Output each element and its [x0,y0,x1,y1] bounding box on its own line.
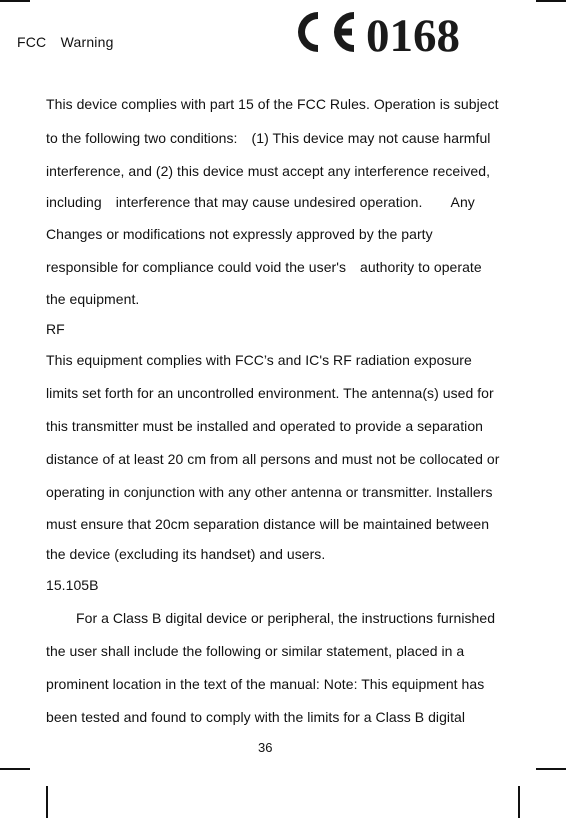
crop-mark-top-right [536,0,566,2]
rf-line-3: this transmitter must be installed and operated to provide a separation [46,418,484,434]
crop-mark-bottom-right-vertical [518,786,520,818]
ce-c-letter [298,12,318,52]
rf-line-5: operating in conjunction with any other antenna or transmitter. Installers [46,484,493,500]
page-number: 36 [258,740,273,755]
fcc-line-3: interference, and (2) this device must accept any interference received, [46,163,491,179]
ce-mark-icon [296,8,476,56]
ce-e-letter [334,12,354,52]
fcc-line-4: including interference that may cause undesired operation. Any [46,194,475,210]
crop-mark-top-left [0,0,30,2]
crop-mark-bottom-left [0,768,30,770]
section-line-3: prominent location in the text of the manual: Note: This equipment has [46,676,485,692]
fcc-line-7: the equipment. [46,291,140,307]
rf-line-7: the device (excluding its handset) and users. [46,546,326,562]
section-line-2: the user shall include the following or similar statement, placed in a [46,643,465,659]
rf-line-4: distance of at least 20 cm from all persons and must not be collocated or [46,451,500,467]
fcc-line-2: to the following two conditions: (1) This device may not cause harmful [46,130,491,146]
rf-line-2: limits set forth for an uncontrolled environment. The antenna(s) used for [46,385,494,401]
crop-mark-bottom-left-vertical [46,786,48,818]
fcc-line-6: responsible for compliance could void the user's authority to operate [46,259,482,275]
crop-mark-bottom-right [536,768,566,770]
section-line-4: been tested and found to comply with the limits for a Class B digital [46,709,465,725]
fcc-line-1: This device complies with part 15 of the FCC Rules. Operation is subject [46,96,499,112]
ce-certification-number: 0168 [366,10,460,56]
rf-heading: RF [46,321,65,337]
rf-line-1: This equipment complies with FCC’s and IC's RF radiation exposure [46,352,472,368]
section-line-1: For a Class B digital device or peripheral, the instructions furnished [76,610,496,626]
rf-line-6: must ensure that 20cm separation distance will be maintained between [46,516,490,532]
section-heading: 15.105B [46,577,99,593]
header-title: FCC Warning [17,34,114,50]
fcc-line-5: Changes or modifications not expressly approved by the party [46,226,433,242]
